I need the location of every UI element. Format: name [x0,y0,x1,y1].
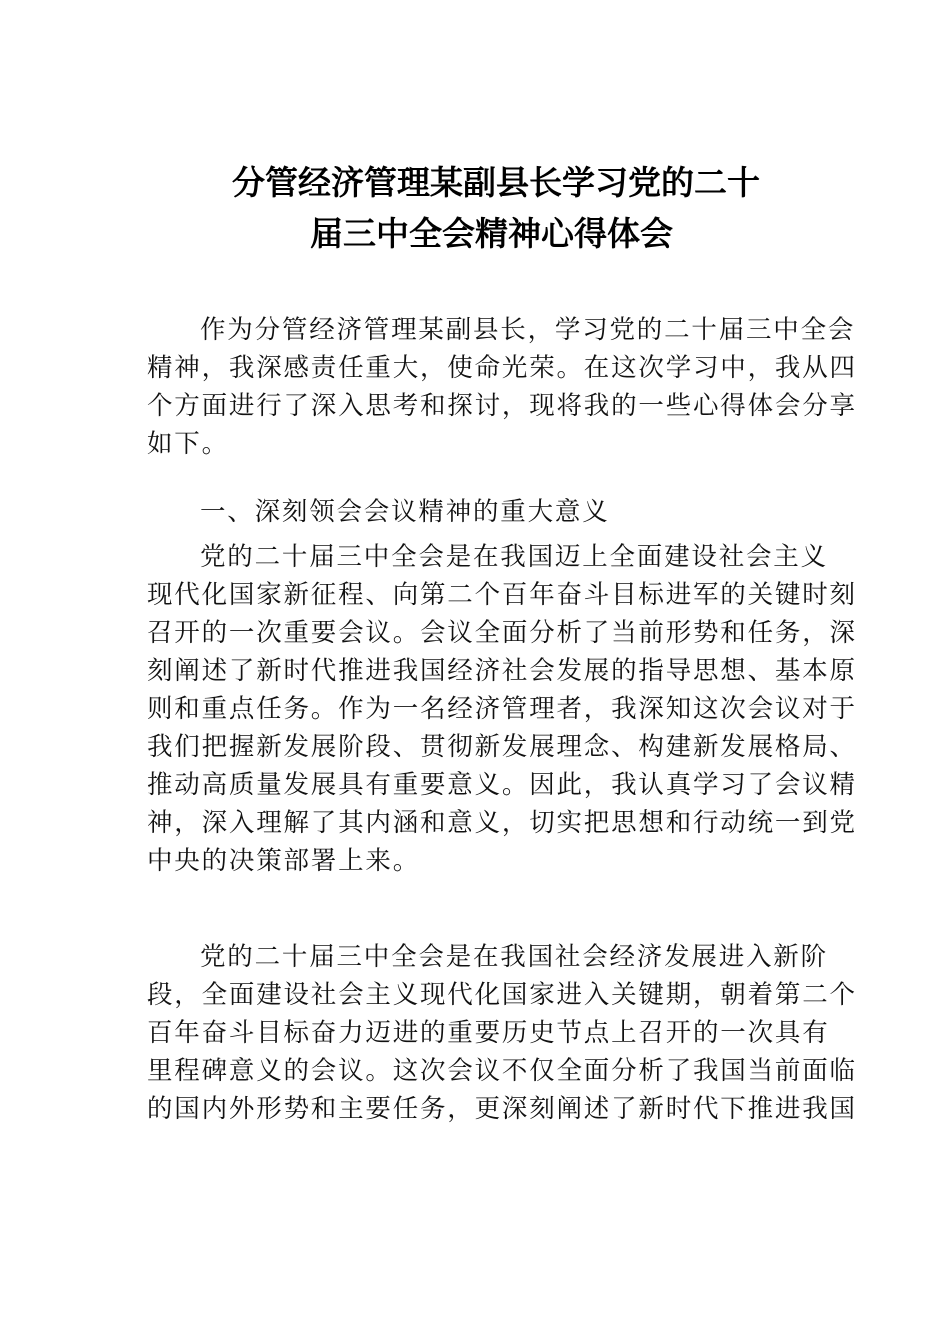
paragraph-line: 里程碑意义的会议。这次会议不仅全面分析了我国当前面临 [147,1056,857,1086]
section-heading-text: 一、深刻领会会议精神的重大意义 [200,497,610,527]
document-title-line-2: 届三中全会精神心得体会 [310,214,673,253]
paragraph-line: 推动高质量发展具有重要意义。因此，我认真学习了会议精 [147,770,857,800]
paragraph-line: 召开的一次重要会议。会议全面分析了当前形势和任务，深 [147,618,857,648]
paragraph-line: 个方面进行了深入思考和探讨，现将我的一些心得体会分享 [147,391,857,421]
paragraph-line: 精神，我深感责任重大，使命光荣。在这次学习中，我从四 [147,353,857,383]
paragraph-line: 神，深入理解了其内涵和意义，切实把思想和行动统一到党 [147,808,857,838]
paragraph-line: 我们把握新发展阶段、贯彻新发展理念、构建新发展格局、 [147,732,857,762]
paragraph-line: 作为分管经济管理某副县长，学习党的二十届三中全会 [200,315,856,345]
document-title-line-1: 分管经济管理某副县长学习党的二十 [232,163,760,202]
paragraph-significance [147,538,857,880]
section-heading-1 [147,493,807,531]
paragraph-line: 党的二十届三中全会是在我国社会经济发展进入新阶 [200,942,828,972]
paragraph-intro [147,311,857,463]
paragraph-line: 百年奋斗目标奋力迈进的重要历史节点上召开的一次具有 [147,1018,830,1048]
paragraph-line: 刻阐述了新时代推进我国经济社会发展的指导思想、基本原 [147,656,857,686]
paragraph-line: 党的二十届三中全会是在我国迈上全面建设社会主义 [200,542,828,572]
paragraph-line: 段，全面建设社会主义现代化国家进入关键期，朝着第二个 [147,980,857,1010]
paragraph-line: 中央的决策部署上来。 [147,846,421,876]
paragraph-line: 则和重点任务。作为一名经济管理者，我深知这次会议对于 [147,694,857,724]
paragraph-line: 的国内外形势和主要任务，更深刻阐述了新时代下推进我国 [147,1094,857,1124]
paragraph-line: 现代化国家新征程、向第二个百年奋斗目标进军的关键时刻 [147,580,857,610]
paragraph-context [147,938,857,1128]
paragraph-line: 如下。 [147,429,229,459]
